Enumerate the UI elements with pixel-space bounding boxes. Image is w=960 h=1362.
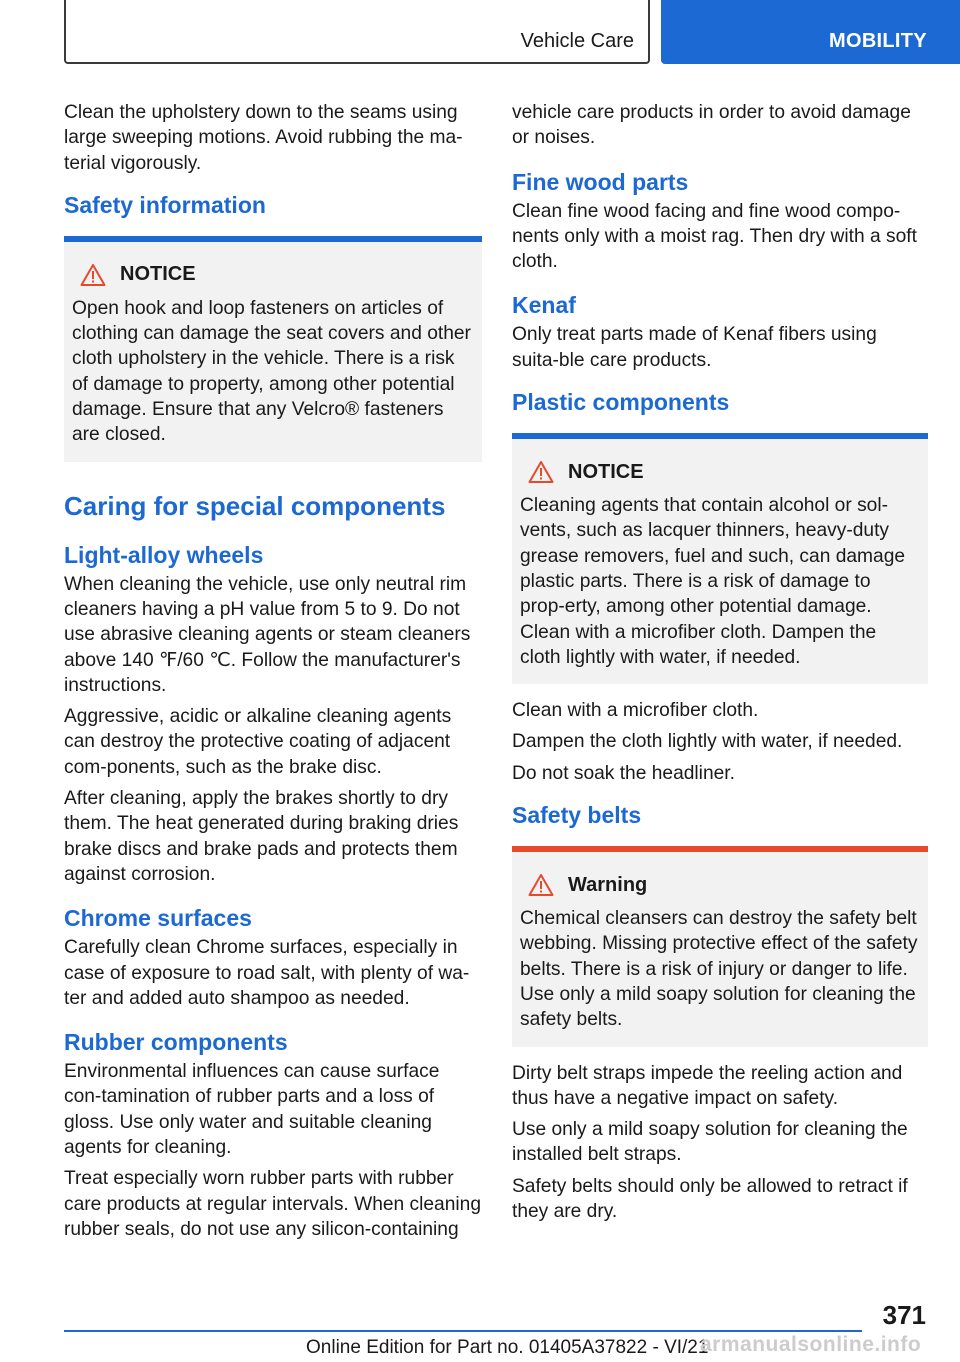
chapter-title: MOBILITY [829,30,927,52]
heading-chrome-surfaces: Chrome surfaces [64,905,252,932]
heading-light-alloy-wheels: Light-alloy wheels [64,541,264,568]
notice-text: Open hook and loop fasteners on articles of clothing can damage the seat covers and other cloth upholstery in the vehicle. There is a risk of damage to property, among other potential damage. Ensure that any Velcro® fasteners are closed. [72,297,471,446]
warning-triangle-icon [528,873,554,897]
heading-plastic-components: Plastic components [512,389,730,416]
section-tab [64,0,650,64]
section-title: Vehicle Care [520,30,634,52]
notice-header [72,262,474,288]
paragraph: Carefully clean Chrome surfaces, especially in case of exposure to road salt, with plenty of wa‐ter and added auto shampoo as needed. [64,937,470,1009]
warning-title: Warning [568,873,648,896]
warning-text: Chemical cleansers can destroy the safety belt webbing. Missing protective effect of the safety belts. There is a risk of injury or danger to life. Use only a mild soapy solution for cleaning the safety belts. [520,908,918,1031]
paragraph: Environmental influences can cause surface con‐tamination of rubber parts and a loss of gloss. Use only water and suitable cleaning agents for cleaning. [64,1061,440,1159]
paragraph: Dampen the cloth lightly with water, if needed. [512,731,903,753]
notice-title: NOTICE [568,460,644,483]
paragraph: Clean the upholstery down to the seams using large sweeping motions. Avoid rubbing the ma‐terial vigorously. [64,102,463,174]
heading-rubber-components: Rubber components [64,1029,288,1056]
warning-header [520,872,920,898]
paragraph: vehicle care products in order to avoid damage or noises. [512,102,911,149]
edition-text: Online Edition for Part no. 01405A37822 - VI/21 [306,1337,709,1358]
warning-triangle-icon [80,263,106,287]
notice-text: Cleaning agents that contain alcohol or sol‐vents, such as lacquer thinners, heavy-duty grease removers, fuel and such, can damage plastic parts. There is a risk of damage to prop‐erty, among other potential damage. Clean with a microfiber cloth. Dampen the cloth lightly with water, if needed. [520,495,906,668]
watermark: armanualsonline.info [700,1333,922,1356]
paragraph: Treat especially worn rubber parts with rubber care products at regular intervals. When cleaning rubber seals, do not use any silicon-containing [64,1168,482,1240]
heading-kenaf: Kenaf [512,292,576,319]
heading-fine-wood-parts: Fine wood parts [512,168,689,195]
heading-caring-special-components: Caring for special components [64,490,446,521]
warning-triangle-icon [528,460,554,484]
heading-safety-belts: Safety belts [512,802,642,829]
paragraph: After cleaning, apply the brakes shortly to dry them. The heat generated during braking dries brake discs and brake pads and protects them against corrosion. [64,788,459,885]
footer-divider [64,1330,862,1332]
page-header [0,0,960,66]
paragraph: Only treat parts made of Kenaf fibers using suita‐ble care products. [512,324,877,371]
notice-header [520,459,920,485]
paragraph: Dirty belt straps impede the reeling action and thus have a negative impact on safety. [512,1062,903,1109]
notice-title: NOTICE [120,263,196,286]
chapter-tab [661,0,960,64]
paragraph: When cleaning the vehicle, use only neutral rim cleaners having a pH value from 5 to 9. Do not use abrasive cleaning agents or steam cleaners above 140 ℉/60 ℃. Follow the manufacturer's instructions. [64,573,471,696]
paragraph: Clean with a microfiber cloth. [512,700,759,722]
notice-box [512,433,928,684]
left-column [64,100,482,1248]
warning-box [512,846,928,1046]
paragraph: Use only a mild soapy solution for cleaning the installed belt straps. [512,1119,908,1166]
heading-safety-information: Safety information [64,191,266,218]
page-number: 371 [882,1300,926,1330]
right-column [512,100,928,1230]
notice-box [64,236,482,462]
paragraph: Safety belts should only be allowed to retract if they are dry. [512,1175,908,1223]
paragraph: Do not soak the headliner. [512,762,735,784]
paragraph: Aggressive, acidic or alkaline cleaning agents can destroy the protective coating of adjacent com‐ponents, such as the brake disc. [64,706,452,778]
paragraph: Clean fine wood facing and fine wood compo‐nents only with a moist rag. Then dry with a soft cloth. [512,200,917,273]
